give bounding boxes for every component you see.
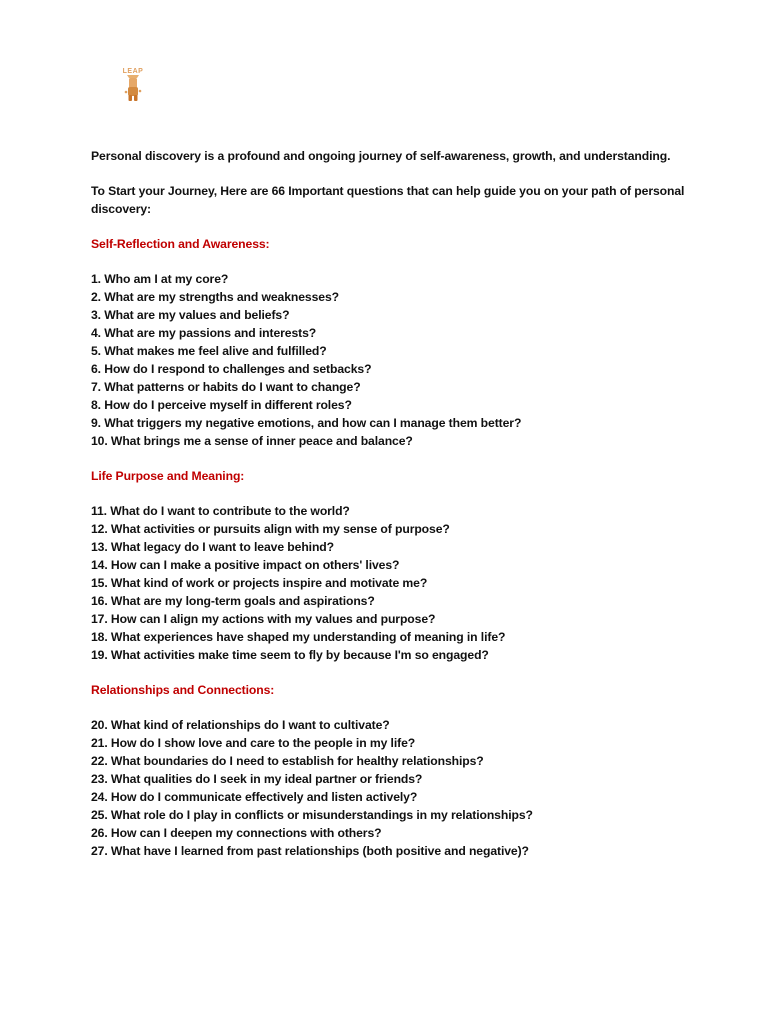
list-item: 22. What boundaries do I need to establish for healthy relationships? [91,754,484,768]
list-item: 14. How can I make a positive impact on others' lives? [91,558,400,572]
section-title-life-purpose: Life Purpose and Meaning: [91,469,245,483]
question-list-relationships [91,716,711,860]
leap-figure-icon [116,64,150,106]
question-list-life-purpose [91,502,711,664]
list-item: 25. What role do I play in conflicts or misunderstandings in my relationships? [91,808,533,822]
logo-wordmark: LEAP [122,68,144,75]
section-title-self-reflection: Self-Reflection and Awareness: [91,237,270,251]
list-item: 10. What brings me a sense of inner peace and balance? [91,434,413,448]
list-item: 8. How do I perceive myself in different roles? [91,398,352,412]
list-item: 3. What are my values and beliefs? [91,308,290,322]
list-item: 13. What legacy do I want to leave behind? [91,540,334,554]
list-item: 15. What kind of work or projects inspire and motivate me? [91,576,428,590]
list-item: 27. What have I learned from past relationships (both positive and negative)? [91,844,529,858]
list-item: 5. What makes me feel alive and fulfilled? [91,344,327,358]
list-item: 24. How do I communicate effectively and listen actively? [91,790,418,804]
list-item: 12. What activities or pursuits align with my sense of purpose? [91,522,450,536]
document-body [91,147,711,860]
list-item: 17. How can I align my actions with my values and purpose? [91,612,436,626]
intro-line-2: To Start your Journey, Here are 66 Important questions that can help guide you on your path of personal discovery: [91,184,685,216]
list-item: 6. How do I respond to challenges and setbacks? [91,362,372,376]
list-item: 20. What kind of relationships do I want to cultivate? [91,718,390,732]
list-item: 26. How can I deepen my connections with others? [91,826,382,840]
list-item: 7. What patterns or habits do I want to change? [91,380,361,394]
intro-line-1: Personal discovery is a profound and ongoing journey of self-awareness, growth, and understanding. [91,149,671,163]
list-item: 19. What activities make time seem to fly by because I'm so engaged? [91,648,489,662]
list-item: 18. What experiences have shaped my understanding of meaning in life? [91,630,506,644]
question-list-self-reflection [91,270,711,450]
list-item: 2. What are my strengths and weaknesses? [91,290,339,304]
list-item: 11. What do I want to contribute to the world? [91,504,350,518]
list-item: 4. What are my passions and interests? [91,326,317,340]
leap-logo [116,64,150,106]
list-item: 23. What qualities do I seek in my ideal partner or friends? [91,772,423,786]
list-item: 1. Who am I at my core? [91,272,229,286]
list-item: 9. What triggers my negative emotions, and how can I manage them better? [91,416,522,430]
list-item: 21. How do I show love and care to the people in my life? [91,736,416,750]
section-title-relationships: Relationships and Connections: [91,683,275,697]
list-item: 16. What are my long-term goals and aspirations? [91,594,375,608]
